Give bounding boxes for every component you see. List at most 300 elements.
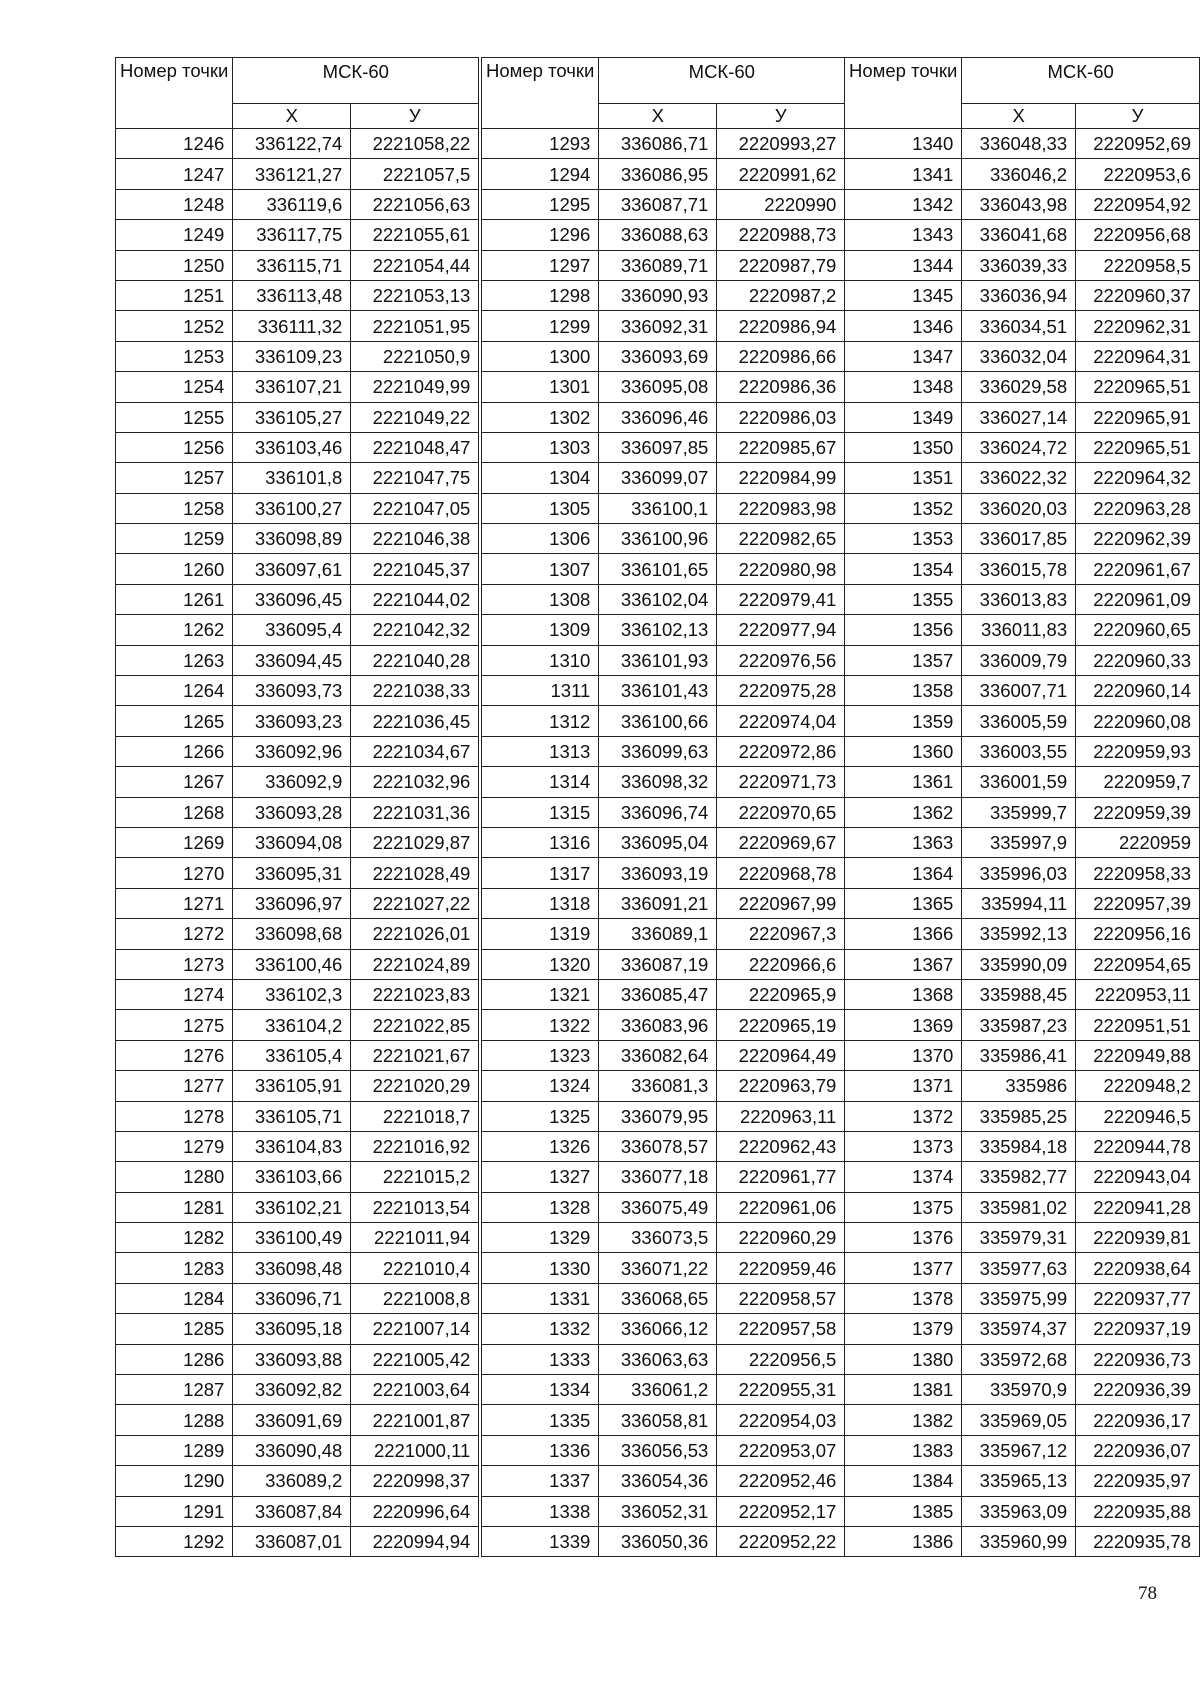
x-coordinate-cell: 335965,13 [962, 1466, 1076, 1496]
table-row [116, 1192, 479, 1222]
table-row [116, 979, 479, 1009]
table-row [845, 1253, 1200, 1283]
x-coordinate-cell: 336063,63 [599, 1344, 717, 1374]
table-row [482, 1344, 845, 1374]
point-number-cell: 1366 [845, 919, 962, 949]
y-coordinate-cell: 2220998,37 [351, 1466, 479, 1496]
x-coordinate-cell: 335990,09 [962, 949, 1076, 979]
y-coordinate-cell: 2220980,98 [717, 554, 845, 584]
point-number-cell: 1247 [116, 159, 233, 189]
y-coordinate-cell: 2220954,92 [1076, 189, 1200, 219]
table-row [845, 1010, 1200, 1040]
y-coordinate-cell: 2221049,22 [351, 402, 479, 432]
y-coordinate-cell: 2220965,91 [1076, 402, 1200, 432]
point-number-cell: 1309 [482, 615, 599, 645]
x-coordinate-cell: 336089,1 [599, 919, 717, 949]
y-coordinate-cell: 2221032,96 [351, 767, 479, 797]
point-number-cell: 1261 [116, 584, 233, 614]
y-coordinate-cell: 2221021,67 [351, 1040, 479, 1070]
table-row [116, 463, 479, 493]
table-row [116, 706, 479, 736]
point-number-cell: 1317 [482, 858, 599, 888]
x-coordinate-cell: 336092,31 [599, 311, 717, 341]
table-row [845, 919, 1200, 949]
y-coordinate-cell: 2220977,94 [717, 615, 845, 645]
y-coordinate-cell: 2221003,64 [351, 1375, 479, 1405]
x-coordinate-cell: 336005,59 [962, 706, 1076, 736]
y-coordinate-cell: 2220956,16 [1076, 919, 1200, 949]
table-row [845, 979, 1200, 1009]
table-row [482, 797, 845, 827]
x-coordinate-cell: 336122,74 [233, 129, 351, 159]
y-coordinate-cell: 2221008,8 [351, 1283, 479, 1313]
table-row [482, 220, 845, 250]
table-row [116, 676, 479, 706]
point-number-cell: 1336 [482, 1435, 599, 1465]
point-number-cell: 1355 [845, 584, 962, 614]
table-row [845, 1466, 1200, 1496]
point-number-cell: 1284 [116, 1283, 233, 1313]
point-number-cell: 1266 [116, 736, 233, 766]
point-number-cell: 1327 [482, 1162, 599, 1192]
x-coordinate-cell: 336104,83 [233, 1131, 351, 1161]
x-coordinate-cell: 335985,25 [962, 1101, 1076, 1131]
y-coordinate-cell: 2220958,33 [1076, 858, 1200, 888]
table-row [116, 1344, 479, 1374]
point-number-cell: 1382 [845, 1405, 962, 1435]
x-coordinate-cell: 336102,3 [233, 979, 351, 1009]
y-coordinate-cell: 2221047,75 [351, 463, 479, 493]
point-number-cell: 1255 [116, 402, 233, 432]
header-y: У [717, 104, 845, 129]
y-coordinate-cell: 2220953,6 [1076, 159, 1200, 189]
y-coordinate-cell: 2220936,17 [1076, 1405, 1200, 1435]
x-coordinate-cell: 336087,71 [599, 189, 717, 219]
x-coordinate-cell: 336092,9 [233, 767, 351, 797]
point-number-cell: 1295 [482, 189, 599, 219]
x-coordinate-cell: 336058,81 [599, 1405, 717, 1435]
point-number-cell: 1372 [845, 1101, 962, 1131]
header-point-number: Номер точки [482, 58, 599, 129]
y-coordinate-cell: 2220965,9 [717, 979, 845, 1009]
table-row [116, 1131, 479, 1161]
point-number-cell: 1379 [845, 1314, 962, 1344]
x-coordinate-cell: 335997,9 [962, 827, 1076, 857]
table-row [845, 858, 1200, 888]
point-number-cell: 1368 [845, 979, 962, 1009]
point-number-cell: 1329 [482, 1223, 599, 1253]
y-coordinate-cell: 2220958,57 [717, 1283, 845, 1313]
x-coordinate-cell: 336056,53 [599, 1435, 717, 1465]
point-number-cell: 1328 [482, 1192, 599, 1222]
table-row [845, 1314, 1200, 1344]
table-row [845, 676, 1200, 706]
x-coordinate-cell: 336092,96 [233, 736, 351, 766]
y-coordinate-cell: 2220943,04 [1076, 1162, 1200, 1192]
x-coordinate-cell: 336095,31 [233, 858, 351, 888]
x-coordinate-cell: 336050,36 [599, 1526, 717, 1556]
y-coordinate-cell: 2221053,13 [351, 280, 479, 310]
y-coordinate-cell: 2221056,63 [351, 189, 479, 219]
x-coordinate-cell: 336052,31 [599, 1496, 717, 1526]
y-coordinate-cell: 2220953,11 [1076, 979, 1200, 1009]
point-number-cell: 1353 [845, 524, 962, 554]
y-coordinate-cell: 2220959,7 [1076, 767, 1200, 797]
point-number-cell: 1268 [116, 797, 233, 827]
table-row [116, 584, 479, 614]
header-x: Х [962, 104, 1076, 129]
point-number-cell: 1385 [845, 1496, 962, 1526]
point-number-cell: 1376 [845, 1223, 962, 1253]
table-row [482, 736, 845, 766]
table-row [845, 1131, 1200, 1161]
y-coordinate-cell: 2220958,5 [1076, 250, 1200, 280]
point-number-cell: 1299 [482, 311, 599, 341]
x-coordinate-cell: 336101,93 [599, 645, 717, 675]
y-coordinate-cell: 2220972,86 [717, 736, 845, 766]
point-number-cell: 1273 [116, 949, 233, 979]
y-coordinate-cell: 2220953,07 [717, 1435, 845, 1465]
table-row [845, 1101, 1200, 1131]
table-row [482, 1526, 845, 1556]
x-coordinate-cell: 336103,46 [233, 432, 351, 462]
y-coordinate-cell: 2221011,94 [351, 1223, 479, 1253]
y-coordinate-cell: 2220937,77 [1076, 1283, 1200, 1313]
y-coordinate-cell: 2221000,11 [351, 1435, 479, 1465]
y-coordinate-cell: 2221046,38 [351, 524, 479, 554]
y-coordinate-cell: 2220956,5 [717, 1344, 845, 1374]
table-row [845, 280, 1200, 310]
x-coordinate-cell: 335982,77 [962, 1162, 1076, 1192]
x-coordinate-cell: 336015,78 [962, 554, 1076, 584]
table-row [845, 554, 1200, 584]
x-coordinate-cell: 335992,13 [962, 919, 1076, 949]
y-coordinate-cell: 2220936,07 [1076, 1435, 1200, 1465]
table-row [116, 1496, 479, 1526]
x-coordinate-cell: 336121,27 [233, 159, 351, 189]
point-number-cell: 1369 [845, 1010, 962, 1040]
x-coordinate-cell: 336011,83 [962, 615, 1076, 645]
x-coordinate-cell: 336093,88 [233, 1344, 351, 1374]
point-number-cell: 1370 [845, 1040, 962, 1070]
point-number-cell: 1272 [116, 919, 233, 949]
x-coordinate-cell: 336094,08 [233, 827, 351, 857]
x-coordinate-cell: 336043,98 [962, 189, 1076, 219]
x-coordinate-cell: 336098,89 [233, 524, 351, 554]
x-coordinate-cell: 336105,4 [233, 1040, 351, 1070]
table-row [116, 220, 479, 250]
y-coordinate-cell: 2220982,65 [717, 524, 845, 554]
point-number-cell: 1301 [482, 372, 599, 402]
table-row [116, 280, 479, 310]
table-row [116, 1101, 479, 1131]
x-coordinate-cell: 336029,58 [962, 372, 1076, 402]
y-coordinate-cell: 2221058,22 [351, 129, 479, 159]
y-coordinate-cell: 2220959,46 [717, 1253, 845, 1283]
table-row [845, 615, 1200, 645]
table-row [482, 311, 845, 341]
y-coordinate-cell: 2221001,87 [351, 1405, 479, 1435]
y-coordinate-cell: 2220960,08 [1076, 706, 1200, 736]
table-row [482, 1101, 845, 1131]
y-coordinate-cell: 2221050,9 [351, 341, 479, 371]
table-row [116, 1010, 479, 1040]
point-number-cell: 1297 [482, 250, 599, 280]
y-coordinate-cell: 2220986,66 [717, 341, 845, 371]
x-coordinate-cell: 336003,55 [962, 736, 1076, 766]
table-row [482, 1040, 845, 1070]
y-coordinate-cell: 2220971,73 [717, 767, 845, 797]
table-row [845, 584, 1200, 614]
x-coordinate-cell: 336073,5 [599, 1223, 717, 1253]
x-coordinate-cell: 336098,32 [599, 767, 717, 797]
table-row [482, 463, 845, 493]
point-number-cell: 1314 [482, 767, 599, 797]
table-row [845, 1496, 1200, 1526]
table-row [116, 858, 479, 888]
point-number-cell: 1298 [482, 280, 599, 310]
point-number-cell: 1322 [482, 1010, 599, 1040]
x-coordinate-cell: 335984,18 [962, 1131, 1076, 1161]
x-coordinate-cell: 335963,09 [962, 1496, 1076, 1526]
point-number-cell: 1363 [845, 827, 962, 857]
point-number-cell: 1270 [116, 858, 233, 888]
point-number-cell: 1375 [845, 1192, 962, 1222]
y-coordinate-cell: 2220963,11 [717, 1101, 845, 1131]
point-number-cell: 1345 [845, 280, 962, 310]
point-number-cell: 1383 [845, 1435, 962, 1465]
x-coordinate-cell: 336096,97 [233, 888, 351, 918]
point-number-cell: 1323 [482, 1040, 599, 1070]
x-coordinate-cell: 336097,85 [599, 432, 717, 462]
point-number-cell: 1306 [482, 524, 599, 554]
y-coordinate-cell: 2220960,65 [1076, 615, 1200, 645]
x-coordinate-cell: 336096,71 [233, 1283, 351, 1313]
point-number-cell: 1335 [482, 1405, 599, 1435]
point-number-cell: 1332 [482, 1314, 599, 1344]
point-number-cell: 1330 [482, 1253, 599, 1283]
header-point-number: Номер точки [845, 58, 962, 129]
point-number-cell: 1386 [845, 1526, 962, 1556]
table-row [482, 1010, 845, 1040]
x-coordinate-cell: 335969,05 [962, 1405, 1076, 1435]
point-number-cell: 1343 [845, 220, 962, 250]
point-number-cell: 1356 [845, 615, 962, 645]
x-coordinate-cell: 336099,07 [599, 463, 717, 493]
table-row [482, 1405, 845, 1435]
table-row [845, 129, 1200, 159]
y-coordinate-cell: 2220969,67 [717, 827, 845, 857]
table-row [845, 949, 1200, 979]
y-coordinate-cell: 2220965,19 [717, 1010, 845, 1040]
x-coordinate-cell: 336098,68 [233, 919, 351, 949]
point-number-cell: 1257 [116, 463, 233, 493]
x-coordinate-cell: 335979,31 [962, 1223, 1076, 1253]
x-coordinate-cell: 336115,71 [233, 250, 351, 280]
table-row [116, 1314, 479, 1344]
y-coordinate-cell: 2221013,54 [351, 1192, 479, 1222]
y-coordinate-cell: 2220959 [1076, 827, 1200, 857]
x-coordinate-cell: 336102,04 [599, 584, 717, 614]
y-coordinate-cell: 2220960,14 [1076, 676, 1200, 706]
y-coordinate-cell: 2220936,73 [1076, 1344, 1200, 1374]
y-coordinate-cell: 2220962,43 [717, 1131, 845, 1161]
y-coordinate-cell: 2221034,67 [351, 736, 479, 766]
x-coordinate-cell: 336100,96 [599, 524, 717, 554]
x-coordinate-cell: 336101,43 [599, 676, 717, 706]
y-coordinate-cell: 2220965,51 [1076, 432, 1200, 462]
y-coordinate-cell: 2220941,28 [1076, 1192, 1200, 1222]
table-row [482, 159, 845, 189]
point-number-cell: 1325 [482, 1101, 599, 1131]
point-number-cell: 1283 [116, 1253, 233, 1283]
table-row [482, 645, 845, 675]
table-row [116, 645, 479, 675]
point-number-cell: 1359 [845, 706, 962, 736]
y-coordinate-cell: 2220946,5 [1076, 1101, 1200, 1131]
point-number-cell: 1305 [482, 493, 599, 523]
coordinate-table-3 [844, 57, 1200, 1557]
y-coordinate-cell: 2220985,67 [717, 432, 845, 462]
point-number-cell: 1321 [482, 979, 599, 1009]
table-row [845, 1405, 1200, 1435]
y-coordinate-cell: 2220951,51 [1076, 1010, 1200, 1040]
point-number-cell: 1285 [116, 1314, 233, 1344]
table-row [116, 311, 479, 341]
table-row [482, 1435, 845, 1465]
point-number-cell: 1275 [116, 1010, 233, 1040]
point-number-cell: 1282 [116, 1223, 233, 1253]
x-coordinate-cell: 336096,46 [599, 402, 717, 432]
point-number-cell: 1277 [116, 1071, 233, 1101]
point-number-cell: 1312 [482, 706, 599, 736]
x-coordinate-cell: 336007,71 [962, 676, 1076, 706]
table-row [116, 949, 479, 979]
point-number-cell: 1265 [116, 706, 233, 736]
x-coordinate-cell: 336027,14 [962, 402, 1076, 432]
table-row [116, 767, 479, 797]
point-number-cell: 1331 [482, 1283, 599, 1313]
x-coordinate-cell: 336036,94 [962, 280, 1076, 310]
y-coordinate-cell: 2220952,69 [1076, 129, 1200, 159]
point-number-cell: 1364 [845, 858, 962, 888]
y-coordinate-cell: 2220962,31 [1076, 311, 1200, 341]
point-number-cell: 1308 [482, 584, 599, 614]
y-coordinate-cell: 2220974,04 [717, 706, 845, 736]
table-row [845, 1071, 1200, 1101]
point-number-cell: 1365 [845, 888, 962, 918]
table-row [116, 1375, 479, 1405]
table-row [845, 767, 1200, 797]
x-coordinate-cell: 336100,1 [599, 493, 717, 523]
table-row [482, 1192, 845, 1222]
y-coordinate-cell: 2220961,09 [1076, 584, 1200, 614]
point-number-cell: 1279 [116, 1131, 233, 1161]
x-coordinate-cell: 336054,36 [599, 1466, 717, 1496]
x-coordinate-cell: 336091,69 [233, 1405, 351, 1435]
table-row [845, 888, 1200, 918]
y-coordinate-cell: 2220959,39 [1076, 797, 1200, 827]
y-coordinate-cell: 2220967,99 [717, 888, 845, 918]
table-row [482, 372, 845, 402]
table-row [116, 1405, 479, 1435]
y-coordinate-cell: 2220991,62 [717, 159, 845, 189]
x-coordinate-cell: 336100,49 [233, 1223, 351, 1253]
y-coordinate-cell: 2221031,36 [351, 797, 479, 827]
y-coordinate-cell: 2220963,28 [1076, 493, 1200, 523]
point-number-cell: 1281 [116, 1192, 233, 1222]
point-number-cell: 1294 [482, 159, 599, 189]
table-row [482, 1162, 845, 1192]
point-number-cell: 1342 [845, 189, 962, 219]
x-coordinate-cell: 336104,2 [233, 1010, 351, 1040]
x-coordinate-cell: 336091,21 [599, 888, 717, 918]
page-number: 78 [1138, 1583, 1157, 1604]
x-coordinate-cell: 336100,66 [599, 706, 717, 736]
y-coordinate-cell: 2221048,47 [351, 432, 479, 462]
x-coordinate-cell: 336094,45 [233, 645, 351, 675]
point-number-cell: 1333 [482, 1344, 599, 1374]
table-row [482, 949, 845, 979]
y-coordinate-cell: 2221005,42 [351, 1344, 479, 1374]
y-coordinate-cell: 2220964,49 [717, 1040, 845, 1070]
table-row [482, 706, 845, 736]
point-number-cell: 1248 [116, 189, 233, 219]
x-coordinate-cell: 335967,12 [962, 1435, 1076, 1465]
x-coordinate-cell: 336103,66 [233, 1162, 351, 1192]
point-number-cell: 1350 [845, 432, 962, 462]
x-coordinate-cell: 336100,27 [233, 493, 351, 523]
table-row [116, 159, 479, 189]
coordinate-table-1 [115, 57, 479, 1557]
y-coordinate-cell: 2220954,65 [1076, 949, 1200, 979]
point-number-cell: 1287 [116, 1375, 233, 1405]
y-coordinate-cell: 2220984,99 [717, 463, 845, 493]
header-point-number: Номер точки [116, 58, 233, 129]
x-coordinate-cell: 336109,23 [233, 341, 351, 371]
x-coordinate-cell: 335970,9 [962, 1375, 1076, 1405]
y-coordinate-cell: 2221044,02 [351, 584, 479, 614]
x-coordinate-cell: 336097,61 [233, 554, 351, 584]
table-row [116, 888, 479, 918]
table-row [116, 919, 479, 949]
y-coordinate-cell: 2220952,17 [717, 1496, 845, 1526]
point-number-cell: 1271 [116, 888, 233, 918]
table-row [845, 159, 1200, 189]
y-coordinate-cell: 2220963,79 [717, 1071, 845, 1101]
y-coordinate-cell: 2221024,89 [351, 949, 479, 979]
table-row [482, 280, 845, 310]
x-coordinate-cell: 336068,65 [599, 1283, 717, 1313]
table-row [845, 250, 1200, 280]
point-number-cell: 1300 [482, 341, 599, 371]
y-coordinate-cell: 2220979,41 [717, 584, 845, 614]
x-coordinate-cell: 336034,51 [962, 311, 1076, 341]
x-coordinate-cell: 336089,2 [233, 1466, 351, 1496]
y-coordinate-cell: 2221028,49 [351, 858, 479, 888]
x-coordinate-cell: 336041,68 [962, 220, 1076, 250]
table-row [845, 189, 1200, 219]
coordinate-table-2 [481, 57, 845, 1557]
x-coordinate-cell: 336087,19 [599, 949, 717, 979]
table-row [482, 767, 845, 797]
y-coordinate-cell: 2220966,6 [717, 949, 845, 979]
table-row [845, 432, 1200, 462]
point-number-cell: 1347 [845, 341, 962, 371]
table-row [116, 554, 479, 584]
point-number-cell: 1253 [116, 341, 233, 371]
table-row [116, 1071, 479, 1101]
